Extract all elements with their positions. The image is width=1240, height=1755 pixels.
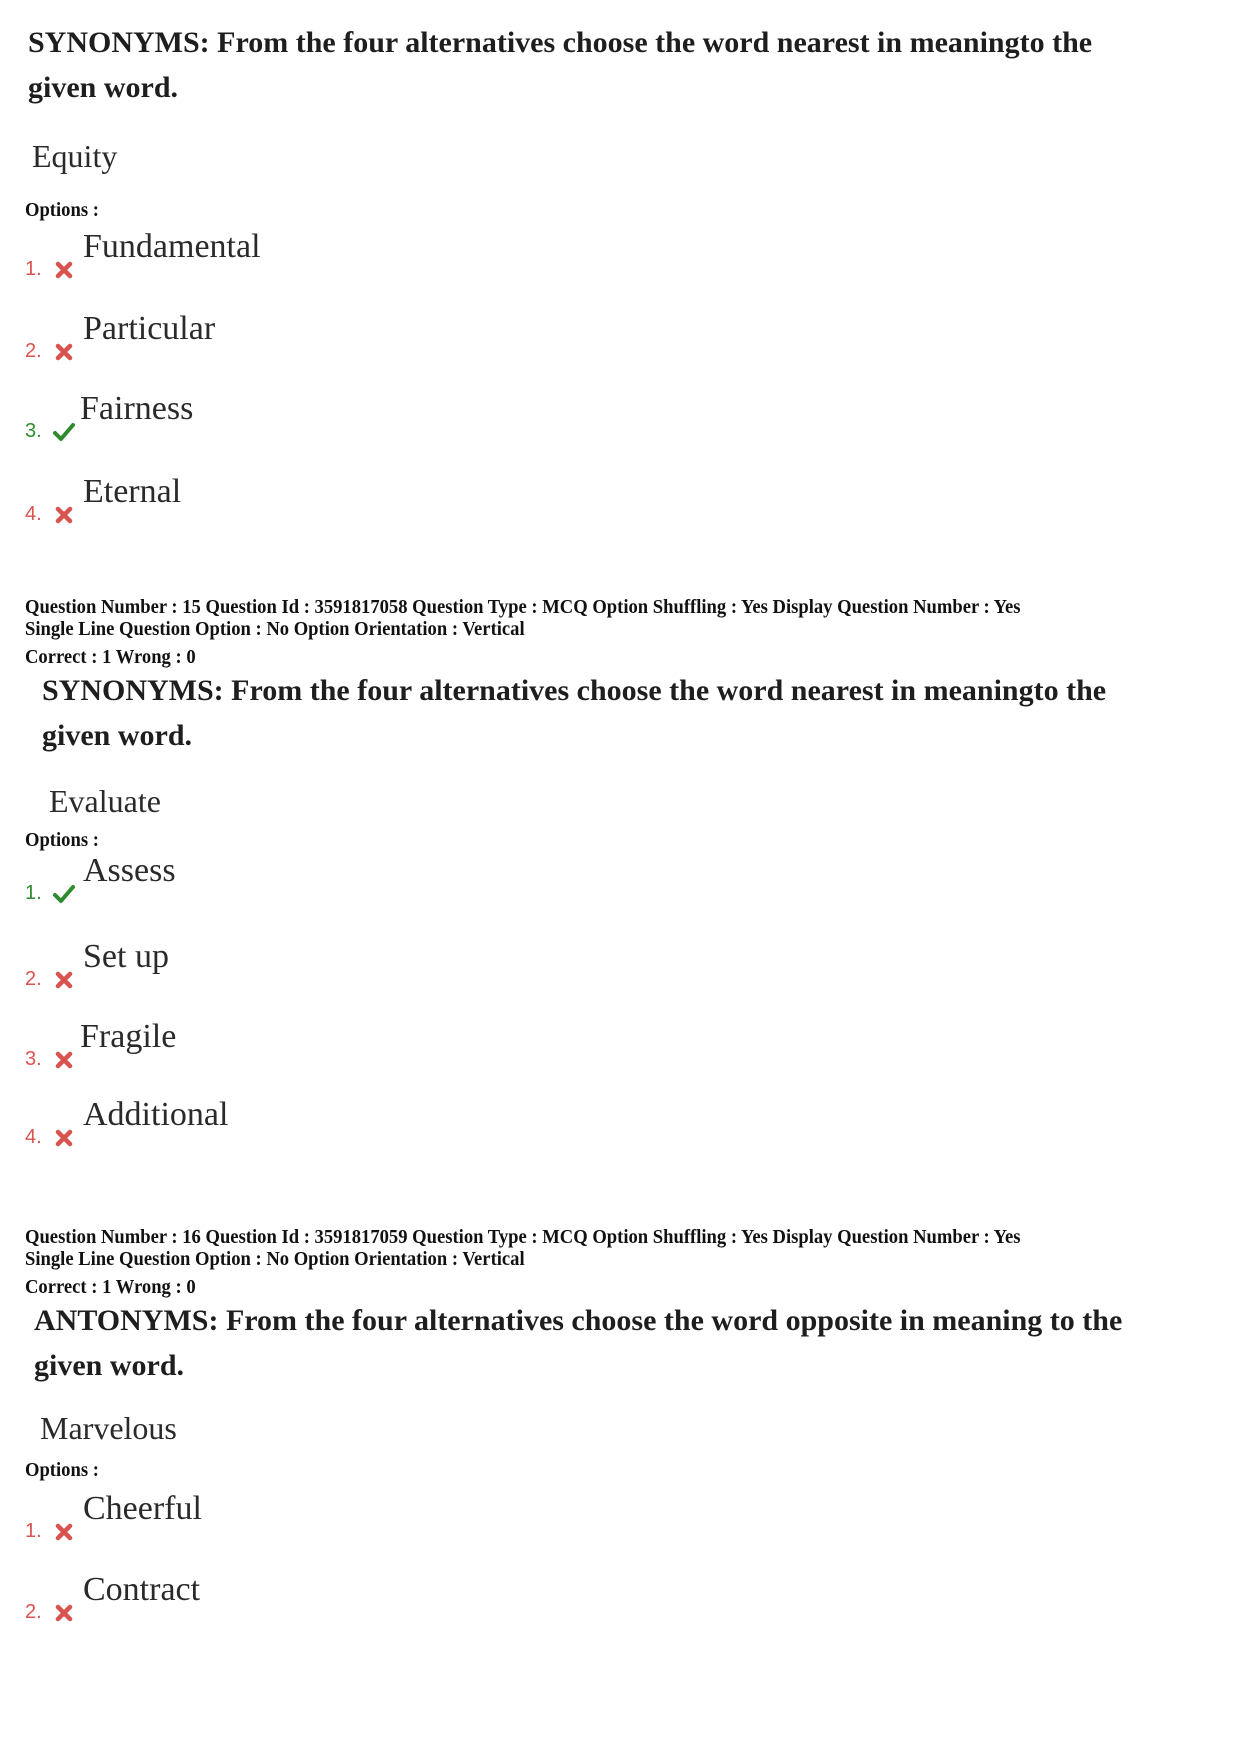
instruction-line: SYNONYMS: From the four alternatives choose the word nearest in meaningto the (42, 674, 1107, 707)
check-icon (52, 882, 76, 906)
option-text: Fragile (80, 1018, 177, 1055)
check-icon (52, 420, 76, 444)
option-number: 1. (25, 258, 42, 280)
option-text: Assess (83, 852, 176, 889)
option-text: Cheerful (83, 1490, 202, 1527)
question-meta (25, 596, 1021, 640)
instruction-line: ANTONYMS: From the four alternatives choose the word opposite in meaning to the (34, 1304, 1123, 1337)
instruction-line: given word. (42, 719, 192, 752)
instruction-line: given word. (28, 71, 178, 104)
meta-line: Single Line Question Option : No Option Orientation : Vertical (25, 1248, 525, 1270)
option-number: 2. (25, 340, 42, 362)
option-text: Eternal (83, 473, 182, 510)
cross-icon (52, 968, 76, 992)
option-number: 2. (25, 1601, 42, 1623)
marks-info: Correct : 1 Wrong : 0 (25, 1276, 196, 1298)
instruction-line: given word. (34, 1349, 184, 1382)
options-label: Options : (25, 1459, 99, 1481)
meta-line: Question Number : 15 Question Id : 3591817058 Question Type : MCQ Option Shuffling : Yes Display Question Number : Yes (25, 596, 1021, 618)
option-number: 1. (25, 1520, 42, 1542)
cross-icon (52, 1126, 76, 1150)
meta-line: Question Number : 16 Question Id : 3591817059 Question Type : MCQ Option Shuffling : Yes Display Question Number : Yes (25, 1226, 1021, 1248)
option-text: Contract (83, 1571, 201, 1608)
instruction-line: SYNONYMS: From the four alternatives choose the word nearest in meaningto the (28, 26, 1093, 59)
option-number: 3. (25, 1048, 42, 1070)
cross-icon (52, 1601, 76, 1625)
option-text: Fundamental (83, 228, 261, 265)
option-number: 2. (25, 968, 42, 990)
given-word: Marvelous (40, 1410, 177, 1446)
cross-icon (52, 340, 76, 364)
cross-icon (52, 503, 76, 527)
option-text: Additional (83, 1096, 229, 1133)
question-instruction (34, 1298, 1122, 1388)
option-number: 4. (25, 1126, 42, 1148)
option-number: 3. (25, 420, 42, 442)
cross-icon (52, 1048, 76, 1072)
option-text: Particular (83, 310, 216, 347)
given-word: Evaluate (49, 783, 161, 819)
cross-icon (52, 258, 76, 282)
meta-line: Single Line Question Option : No Option Orientation : Vertical (25, 618, 525, 640)
option-text: Set up (83, 938, 169, 975)
options-label: Options : (25, 199, 99, 221)
marks-info: Correct : 1 Wrong : 0 (25, 646, 196, 668)
question-instruction (42, 668, 1106, 758)
option-number: 1. (25, 882, 42, 904)
question-meta (25, 1226, 1021, 1270)
given-word: Equity (32, 138, 118, 174)
cross-icon (52, 1520, 76, 1544)
option-text: Fairness (80, 390, 194, 427)
options-label: Options : (25, 829, 99, 851)
option-number: 4. (25, 503, 42, 525)
question-instruction (28, 20, 1092, 110)
